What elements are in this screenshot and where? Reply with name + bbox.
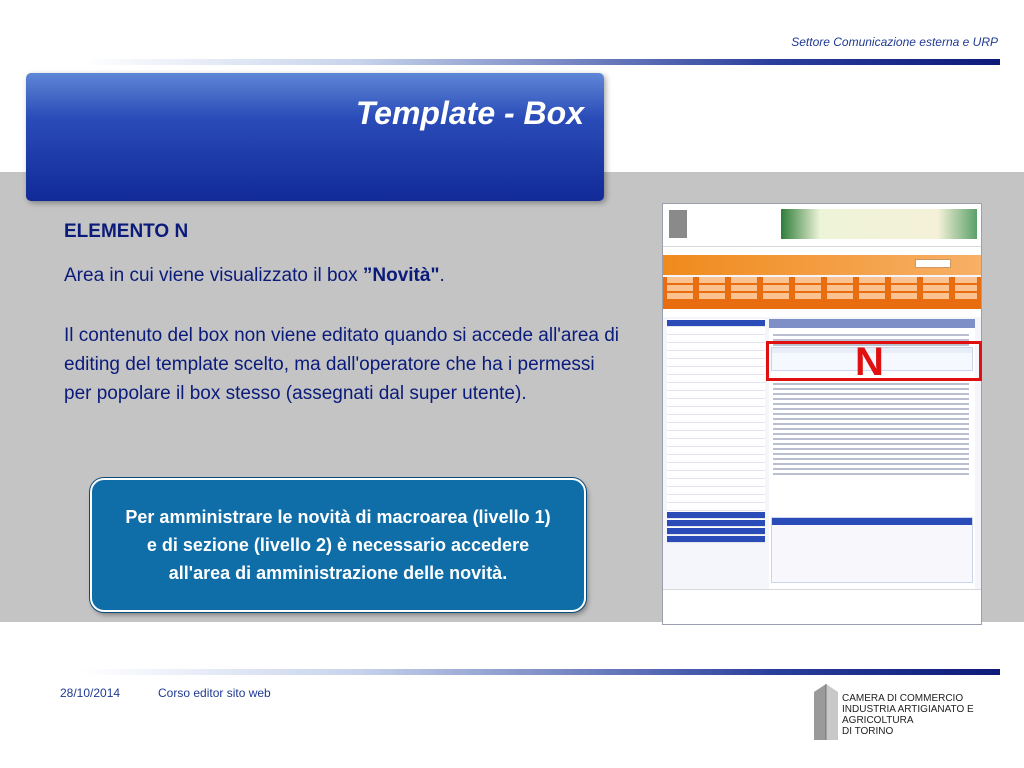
site-main-header — [769, 319, 975, 328]
site-header — [663, 204, 981, 247]
site-menu-row — [667, 285, 977, 291]
footer-date: 28/10/2014 — [60, 686, 121, 700]
site-left-item — [667, 344, 765, 351]
site-left-item — [667, 336, 765, 343]
site-left-item — [667, 472, 765, 479]
site-left-menu — [667, 319, 765, 529]
title-banner — [26, 73, 604, 201]
site-left-item — [667, 352, 765, 359]
callout-box — [90, 478, 586, 612]
chamber-logo-text — [842, 693, 1024, 737]
section-heading: ELEMENTO N — [64, 221, 189, 242]
site-info-header — [772, 518, 972, 525]
site-left-item — [667, 440, 765, 447]
site-left-item — [667, 408, 765, 415]
site-left-item — [667, 528, 765, 535]
site-left-item — [667, 424, 765, 431]
site-left-item — [667, 504, 765, 511]
chamber-logo-icon — [812, 682, 840, 740]
site-left-item — [667, 512, 765, 519]
site-orange-bar — [663, 255, 981, 275]
site-text-lines — [773, 375, 969, 478]
description-text: Area in cui viene visualizzato il box — [64, 265, 363, 286]
site-info-box — [771, 517, 973, 583]
site-menu — [663, 277, 981, 309]
site-left-item — [667, 488, 765, 495]
site-left-item — [667, 376, 765, 383]
site-footer — [663, 589, 981, 624]
site-left-item — [667, 416, 765, 423]
site-logo-icon — [669, 210, 687, 238]
body-paragraph: Il contenuto del box non viene editato quando si accede all'area di editing del template scelto, ma dall'operatore che ha i permessi per popolare il box stesso (assegnati dal super utente). — [64, 325, 620, 404]
description-line — [64, 265, 445, 287]
bottom-divider — [80, 669, 1000, 675]
site-left-item — [667, 520, 765, 527]
site-left-item — [667, 536, 765, 543]
top-divider — [80, 59, 1000, 65]
site-left-item — [667, 392, 765, 399]
site-left-item — [667, 368, 765, 375]
site-left-item — [667, 496, 765, 503]
website-screenshot — [662, 203, 982, 625]
marker-letter: N — [855, 340, 884, 384]
description-emphasis: ”Novità" — [362, 265, 440, 286]
logo-line: CAMERA DI COMMERCIO — [842, 693, 964, 704]
site-search-field — [915, 259, 951, 268]
site-left-item — [667, 328, 765, 335]
logo-line: INDUSTRIA ARTIGIANATO E AGRICOLTURA — [842, 704, 974, 726]
site-left-item — [667, 384, 765, 391]
site-left-item — [667, 448, 765, 455]
footer-course: Corso editor sito web — [158, 686, 271, 700]
site-left-item — [667, 480, 765, 487]
site-banner-image — [781, 209, 977, 239]
header-caption: Settore Comunicazione esterna e URP — [791, 35, 998, 49]
site-left-item — [667, 400, 765, 407]
logo-line: DI TORINO — [842, 726, 894, 737]
site-left-item — [667, 360, 765, 367]
site-menu-row — [667, 293, 977, 299]
description-end: . — [439, 265, 445, 286]
site-left-item — [667, 320, 765, 327]
site-top-nav — [663, 247, 981, 255]
site-left-item — [667, 464, 765, 471]
site-left-item — [667, 432, 765, 439]
site-left-item — [667, 456, 765, 463]
slide-title: Template - Box — [355, 95, 584, 131]
site-menu-row — [667, 277, 977, 283]
callout-text: Per amministrare le novità di macroarea (livello 1) e di sezione (livello 2) è necessario accedere all'area di amministrazione delle novità. — [125, 507, 551, 583]
site-breadcrumb — [663, 309, 981, 317]
